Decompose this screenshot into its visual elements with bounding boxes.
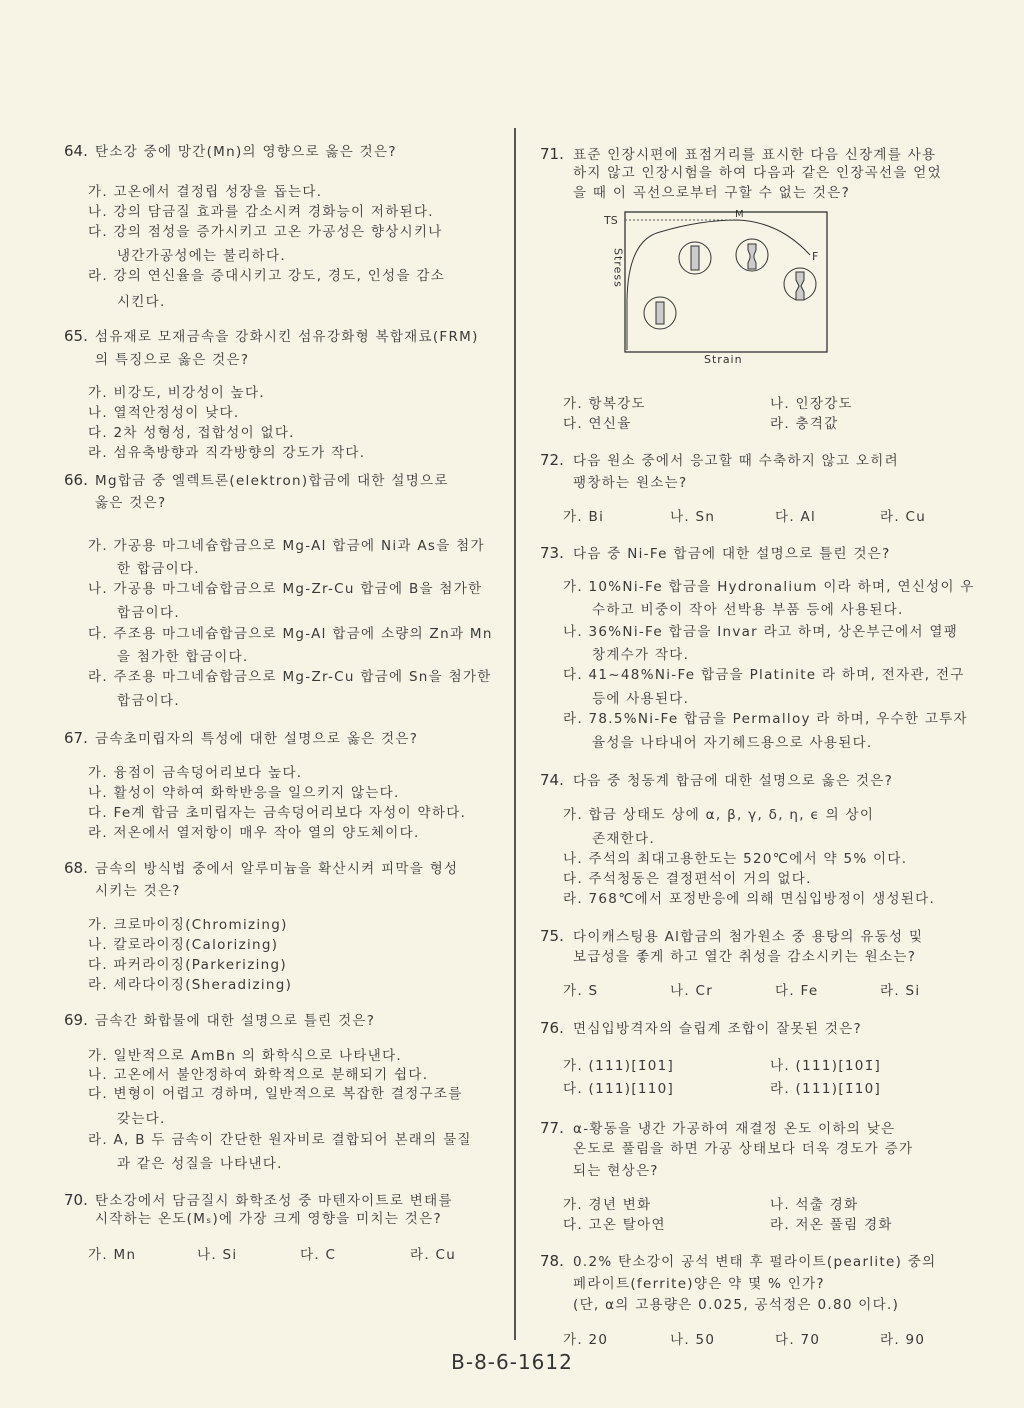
question-number: 76. — [540, 1019, 564, 1037]
answer-option[interactable]: 나. 칼로라이징(Calorizing) — [88, 937, 279, 953]
question-number: 78. — [540, 1252, 564, 1270]
question-stem: 하지 않고 인장시험을 하여 다음과 같은 인장곡선을 얻었 — [573, 165, 942, 181]
answer-option[interactable]: 율성을 나타내어 자기헤드용으로 사용된다. — [592, 735, 873, 751]
question-number: 75. — [540, 927, 564, 945]
answer-option[interactable]: 나. 석출 경화 — [770, 1197, 859, 1213]
answer-option[interactable]: 다. Fe — [775, 983, 819, 999]
answer-option[interactable]: 가. 10%Ni-Fe 합금을 Hydronalium 이라 하며, 연신성이 우 — [563, 579, 975, 595]
question-number: 70. — [64, 1191, 88, 1209]
answer-option[interactable]: 나. 강의 담금질 효과를 감소시켜 경화능이 저하된다. — [88, 204, 434, 220]
answer-option[interactable]: 창계수가 작다. — [592, 647, 690, 663]
answer-option[interactable]: 다. 연신율 — [563, 416, 632, 432]
answer-option[interactable]: 나. Cr — [670, 983, 714, 999]
question-number: 65. — [64, 327, 88, 345]
answer-option[interactable]: 라. 세라다이징(Sheradizing) — [88, 977, 293, 993]
answer-option[interactable]: 다. 변형이 어렵고 경하며, 일반적으로 복잡한 결정구조를 — [88, 1086, 463, 1102]
stress-axis-label: Stress — [611, 248, 625, 288]
answer-option[interactable]: 과 같은 성질을 나타낸다. — [117, 1156, 283, 1172]
question-stem: 페라이트(ferrite)양은 약 몇 % 인가? — [573, 1276, 825, 1292]
answer-option[interactable]: 다. Al — [775, 509, 817, 525]
page-code: B-8-6-1612 — [451, 1350, 573, 1374]
answer-option[interactable]: 나. 50 — [670, 1332, 716, 1348]
question-stem: 온도로 풀림을 하면 가공 상태보다 더욱 경도가 증가 — [573, 1141, 914, 1157]
f-label: F — [812, 250, 819, 263]
question-stem: 의 특징으로 옳은 것은? — [95, 352, 250, 368]
column-divider — [514, 128, 516, 1340]
answer-option[interactable]: 갖는다. — [117, 1111, 166, 1127]
answer-option[interactable]: 다. C — [300, 1247, 337, 1263]
answer-option[interactable]: 한 합금이다. — [117, 561, 200, 577]
answer-option[interactable]: 가. 항복강도 — [563, 396, 646, 412]
answer-option[interactable]: 나. 가공용 마그네슘합금으로 Mg-Zr-Cu 합금에 B을 첨가한 — [88, 581, 483, 597]
answer-option[interactable]: 합금이다. — [117, 605, 180, 621]
question-stem: 다음 중 Ni-Fe 합금에 대한 설명으로 틀린 것은? — [573, 546, 891, 562]
answer-option[interactable]: 가. 가공용 마그네슘합금으로 Mg-Al 합금에 Ni과 As을 첨가 — [88, 538, 485, 554]
question-stem: 탄소강 중에 망간(Mn)의 영향으로 옳은 것은? — [95, 144, 397, 160]
question-stem: 시작하는 온도(Mₛ)에 가장 크게 영향을 미치는 것은? — [95, 1211, 442, 1227]
answer-option[interactable]: 나. 36%Ni-Fe 합금을 Invar 라고 하며, 상온부근에서 열팽 — [563, 624, 959, 640]
answer-option[interactable]: 냉간가공성에는 불리하다. — [117, 248, 286, 264]
question-stem: 다음 원소 중에서 응고할 때 수축하지 않고 오히려 — [573, 453, 899, 469]
question-stem: 팽창하는 원소는? — [573, 475, 688, 491]
answer-option[interactable]: 가. 일반적으로 AmBn 의 화학식으로 나타낸다. — [88, 1048, 402, 1064]
question-number: 77. — [540, 1119, 564, 1137]
answer-option[interactable]: 라. 섬유축방향과 직각방향의 강도가 작다. — [88, 445, 366, 461]
question-number: 67. — [64, 729, 88, 747]
ts-label: TS — [604, 214, 618, 227]
question-number: 71. — [540, 145, 564, 163]
question-stem: 보급성을 좋게 하고 열간 취성을 감소시키는 원소는? — [573, 949, 917, 965]
question-number: 66. — [64, 471, 88, 489]
answer-option[interactable]: 다. Fe계 합금 초미립자는 금속덩어리보다 자성이 약하다. — [88, 805, 467, 821]
stress-strain-curve — [627, 220, 810, 350]
m-label: M — [735, 209, 744, 220]
question-stem: 0.2% 탄소강이 공석 변태 후 펄라이트(pearlite) 중의 — [573, 1254, 937, 1270]
answer-option[interactable]: 라. 78.5%Ni-Fe 합금을 Permalloy 라 하며, 우수한 고투자 — [563, 711, 968, 727]
answer-option[interactable]: 다. 주조용 마그네슘합금으로 Mg-Al 합금에 소량의 Zn과 Mn — [88, 626, 493, 642]
specimen-icons — [644, 239, 819, 329]
answer-option[interactable]: 가. 20 — [563, 1332, 609, 1348]
answer-option[interactable]: 가. 크로마이징(Chromizing) — [88, 917, 288, 933]
question-number: 73. — [540, 544, 564, 562]
question-stem: 되는 현상은? — [573, 1163, 659, 1179]
answer-option[interactable]: 나. Si — [197, 1247, 238, 1263]
question-stem: 탄소강에서 담금질시 화학조성 중 마텐자이트로 변태를 — [95, 1193, 453, 1209]
answer-option[interactable]: 다. (111)[110] — [563, 1081, 675, 1097]
question-stem: 다음 중 청동계 합금에 대한 설명으로 옳은 것은? — [573, 773, 894, 789]
question-stem: 금속초미립자의 특성에 대한 설명으로 옳은 것은? — [95, 731, 419, 747]
question-stem: 시키는 것은? — [95, 883, 181, 899]
stress-strain-diagram — [600, 200, 840, 365]
answer-option[interactable]: 가. (111)[1̄01] — [563, 1058, 675, 1074]
question-number: 74. — [540, 771, 564, 789]
answer-option[interactable]: 다. 고온 탈아연 — [563, 1217, 666, 1233]
answer-option[interactable]: 나. (111)[101̄] — [770, 1058, 882, 1074]
strain-axis-label: Strain — [704, 353, 743, 365]
question-number: 64. — [64, 142, 88, 160]
answer-option[interactable]: 라. A, B 두 금속이 간단한 원자비로 결합되어 본래의 물질 — [88, 1132, 472, 1148]
answer-option[interactable]: 다. 70 — [775, 1332, 821, 1348]
answer-option[interactable]: 나. 주석의 최대고용한도는 520℃에서 약 5% 이다. — [563, 851, 908, 867]
answer-option[interactable]: 가. Bi — [563, 509, 605, 525]
question-stem: 금속간 화합물에 대한 설명으로 틀린 것은? — [95, 1013, 376, 1029]
question-stem: 다이캐스팅용 Al합금의 첨가원소 중 용탕의 유동성 및 — [573, 929, 924, 945]
answer-option[interactable]: 다. 파커라이징(Parkerizing) — [88, 957, 287, 973]
answer-option[interactable]: 라. 강의 연신율을 증대시키고 강도, 경도, 인성을 감소 — [88, 268, 446, 284]
question-stem: (단, α의 고용량은 0.025, 공석정은 0.80 이다.) — [573, 1297, 900, 1313]
answer-option[interactable]: 나. Sn — [670, 509, 716, 525]
answer-option[interactable]: 라. 768℃에서 포정반응에 의해 면심입방정이 생성된다. — [563, 891, 936, 907]
answer-option[interactable]: 라. 저온 풀림 경화 — [770, 1217, 893, 1233]
answer-option[interactable]: 나. 인장강도 — [770, 396, 853, 412]
answer-option[interactable]: 가. 경년 변화 — [563, 1197, 652, 1213]
answer-option[interactable]: 라. Cu — [880, 509, 927, 525]
answer-option[interactable]: 라. Cu — [410, 1247, 457, 1263]
answer-option[interactable]: 가. 합금 상태도 상에 α, β, γ, δ, η, ϵ 의 상이 — [563, 807, 875, 823]
answer-option[interactable]: 수하고 비중이 작아 선박용 부품 등에 사용된다. — [592, 602, 904, 618]
answer-option[interactable]: 다. 2차 성형성, 접합성이 없다. — [88, 425, 295, 441]
answer-option[interactable]: 존재한다. — [592, 831, 655, 847]
answer-option[interactable]: 다. 주석청동은 결정편석이 거의 없다. — [563, 871, 812, 887]
answer-option[interactable]: 가. Mn — [88, 1247, 137, 1263]
answer-option[interactable]: 나. 활성이 약하여 화학반응을 일으키지 않는다. — [88, 785, 400, 801]
answer-option[interactable]: 라. 90 — [880, 1332, 926, 1348]
answer-option[interactable]: 라. 충격값 — [770, 416, 839, 432]
question-stem: 을 때 이 곡선으로부터 구할 수 없는 것은? — [573, 185, 851, 201]
answer-option[interactable]: 등에 사용된다. — [592, 691, 690, 707]
answer-option[interactable]: 라. 저온에서 열저항이 매우 작아 열의 양도체이다. — [88, 825, 420, 841]
answer-option[interactable]: 다. 강의 점성을 증가시키고 고온 가공성은 향상시키나 — [88, 224, 443, 240]
question-number: 69. — [64, 1011, 88, 1029]
answer-option[interactable]: 가. S — [563, 983, 599, 999]
answer-option[interactable]: 시킨다. — [117, 294, 166, 310]
question-stem: 옳은 것은? — [95, 495, 167, 511]
answer-option[interactable]: 합금이다. — [117, 693, 180, 709]
question-stem: 표준 인장시편에 표점거리를 표시한 다음 신장계를 사용 — [573, 147, 937, 163]
question-stem: α-황동을 냉간 가공하여 재결정 온도 이하의 낮은 — [573, 1121, 896, 1137]
answer-option[interactable]: 라. Si — [880, 983, 921, 999]
answer-option[interactable]: 라. (111)[1̄10] — [770, 1081, 882, 1097]
question-stem: Mg합금 중 엘렉트론(elektron)합금에 대한 설명으로 — [95, 473, 449, 489]
answer-option[interactable]: 을 첨가한 합금이다. — [117, 649, 249, 665]
answer-option[interactable]: 다. 41~48%Ni-Fe 합금을 Platinite 라 하며, 전자관, 전구 — [563, 667, 965, 683]
answer-option[interactable]: 가. 융점이 금속덩어리보다 높다. — [88, 765, 303, 781]
question-stem: 금속의 방식법 중에서 알루미늄을 확산시켜 피막을 형성 — [95, 861, 459, 877]
answer-option[interactable]: 라. 주조용 마그네슘합금으로 Mg-Zr-Cu 합금에 Sn을 첨가한 — [88, 669, 492, 685]
answer-option[interactable]: 가. 비강도, 비강성이 높다. — [88, 385, 265, 401]
question-number: 72. — [540, 451, 564, 469]
question-number: 68. — [64, 859, 88, 877]
answer-option[interactable]: 나. 열적안정성이 낮다. — [88, 405, 240, 421]
question-stem: 섬유재로 모재금속을 강화시킨 섬유강화형 복합재료(FRM) — [95, 329, 479, 345]
answer-option[interactable]: 나. 고온에서 불안정하여 화학적으로 분해되기 쉽다. — [88, 1067, 429, 1083]
question-stem: 면심입방격자의 슬립계 조합이 잘못된 것은? — [573, 1021, 862, 1037]
answer-option[interactable]: 가. 고온에서 결정립 성장을 돕는다. — [88, 184, 323, 200]
